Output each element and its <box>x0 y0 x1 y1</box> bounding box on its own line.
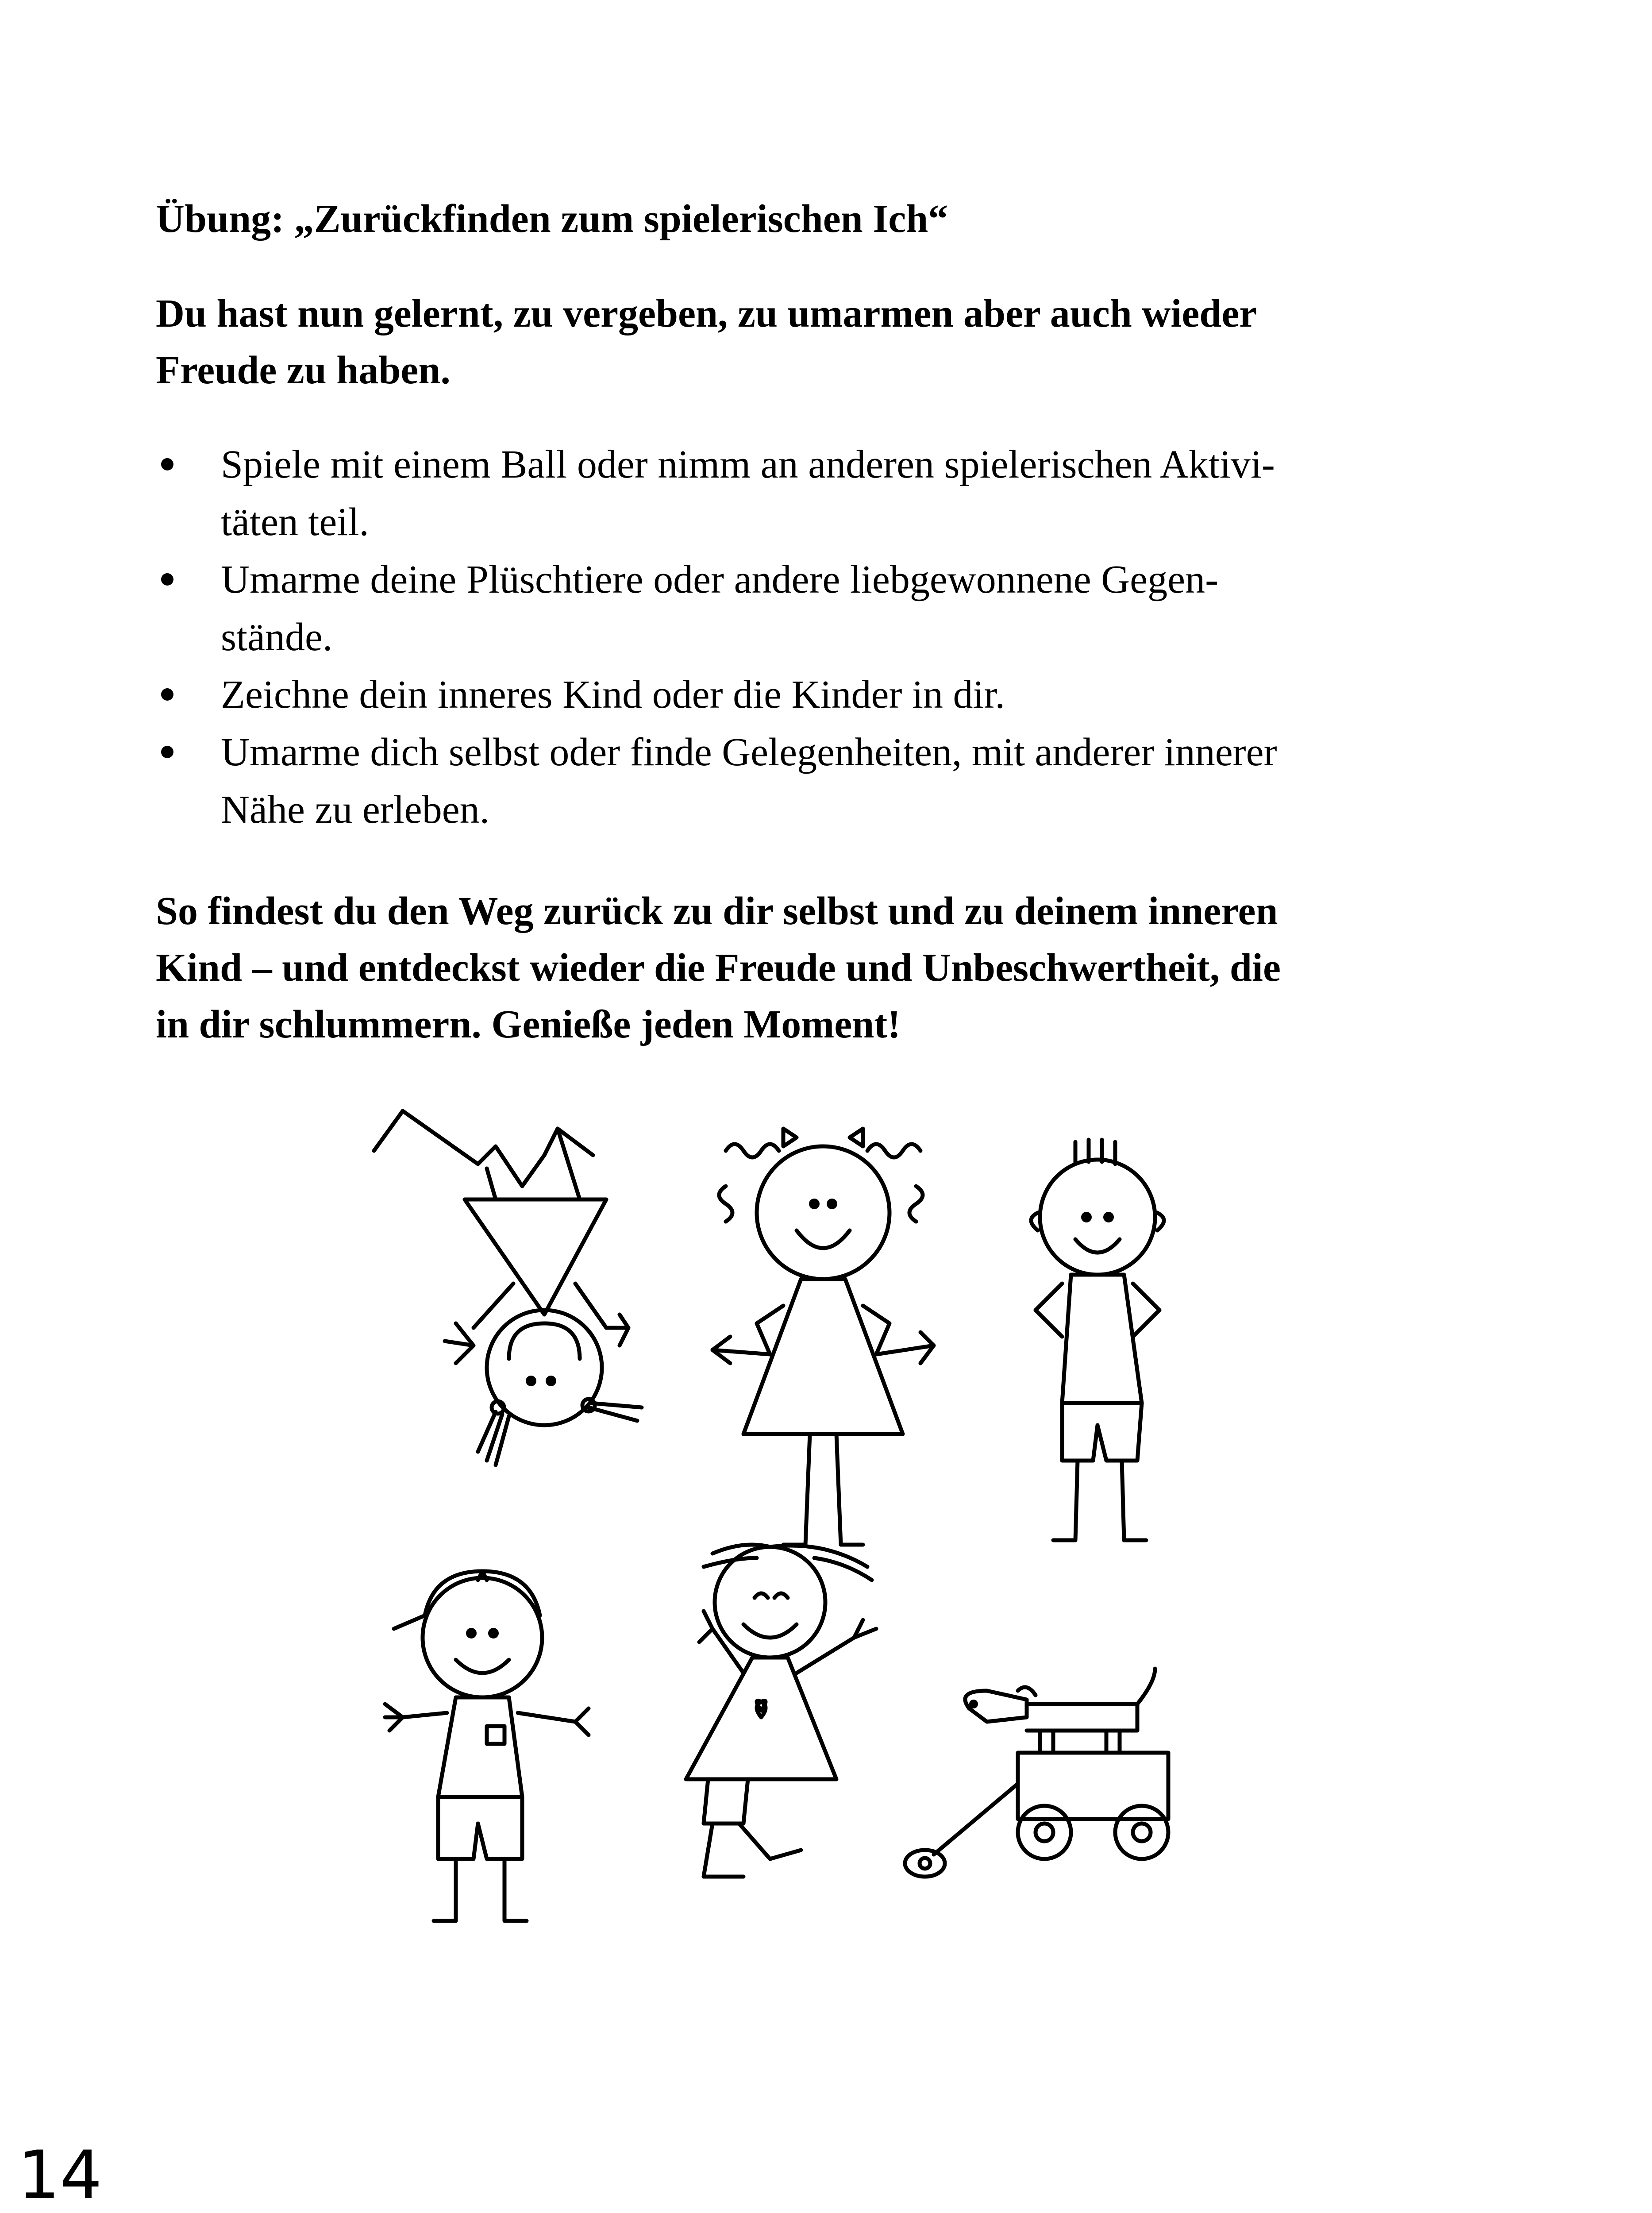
list-item-line: Zeichne dein inneres Kind oder die Kinder in dir. <box>221 673 1005 717</box>
handstand-girl-icon <box>374 1111 642 1465</box>
dog-on-wagon-icon <box>905 1669 1168 1877</box>
outro-line: in dir schlummern. Genieße jeden Moment! <box>156 1002 901 1046</box>
list-item-line: Umarme deine Plüschtiere oder andere liebgewonnene Gegen- <box>221 558 1219 601</box>
curly-hair-girl-icon <box>712 1129 934 1545</box>
exercise-title: Übung: „Zurückfinden zum spielerischen Ich“ <box>156 197 948 241</box>
list-item-line: Spiele mit einem Ball oder nimm an anderen spielerischen Aktivi- <box>221 443 1275 486</box>
list-item <box>156 436 1439 551</box>
outro-line: So findest du den Weg zurück zu dir selbst und zu deinem inneren <box>156 889 1278 933</box>
list-item-line: stände. <box>221 615 333 659</box>
list-item-line: Nähe zu erleben. <box>221 788 490 832</box>
exercise-list <box>156 436 1439 839</box>
stick-figure-children-illustration <box>345 1053 1230 1930</box>
list-item-line: Umarme dich selbst oder finde Gelegenheiten, mit anderer innerer <box>221 730 1277 774</box>
list-item-line: täten teil. <box>221 500 369 544</box>
list-item <box>156 551 1439 666</box>
spiky-hair-boy-icon <box>1031 1140 1164 1540</box>
bullet-dot-icon <box>161 746 173 758</box>
cap-boy-icon <box>385 1571 589 1921</box>
bullet-dot-icon <box>161 688 173 701</box>
intro-paragraph <box>156 285 1439 399</box>
outro-paragraph <box>156 883 1483 1053</box>
bullet-dot-icon <box>161 573 173 586</box>
list-item <box>156 666 1439 724</box>
page-number: 14 <box>18 2137 102 2213</box>
bullet-dot-icon <box>161 458 173 470</box>
intro-line: Du hast nun gelernt, zu vergeben, zu umarmen aber auch wieder <box>156 292 1257 335</box>
list-item <box>156 724 1439 839</box>
jumping-girl-icon <box>686 1545 876 1877</box>
outro-line: Kind – und entdeckst wieder die Freude und Unbeschwertheit, die <box>156 946 1281 990</box>
intro-line: Freude zu haben. <box>156 348 451 392</box>
